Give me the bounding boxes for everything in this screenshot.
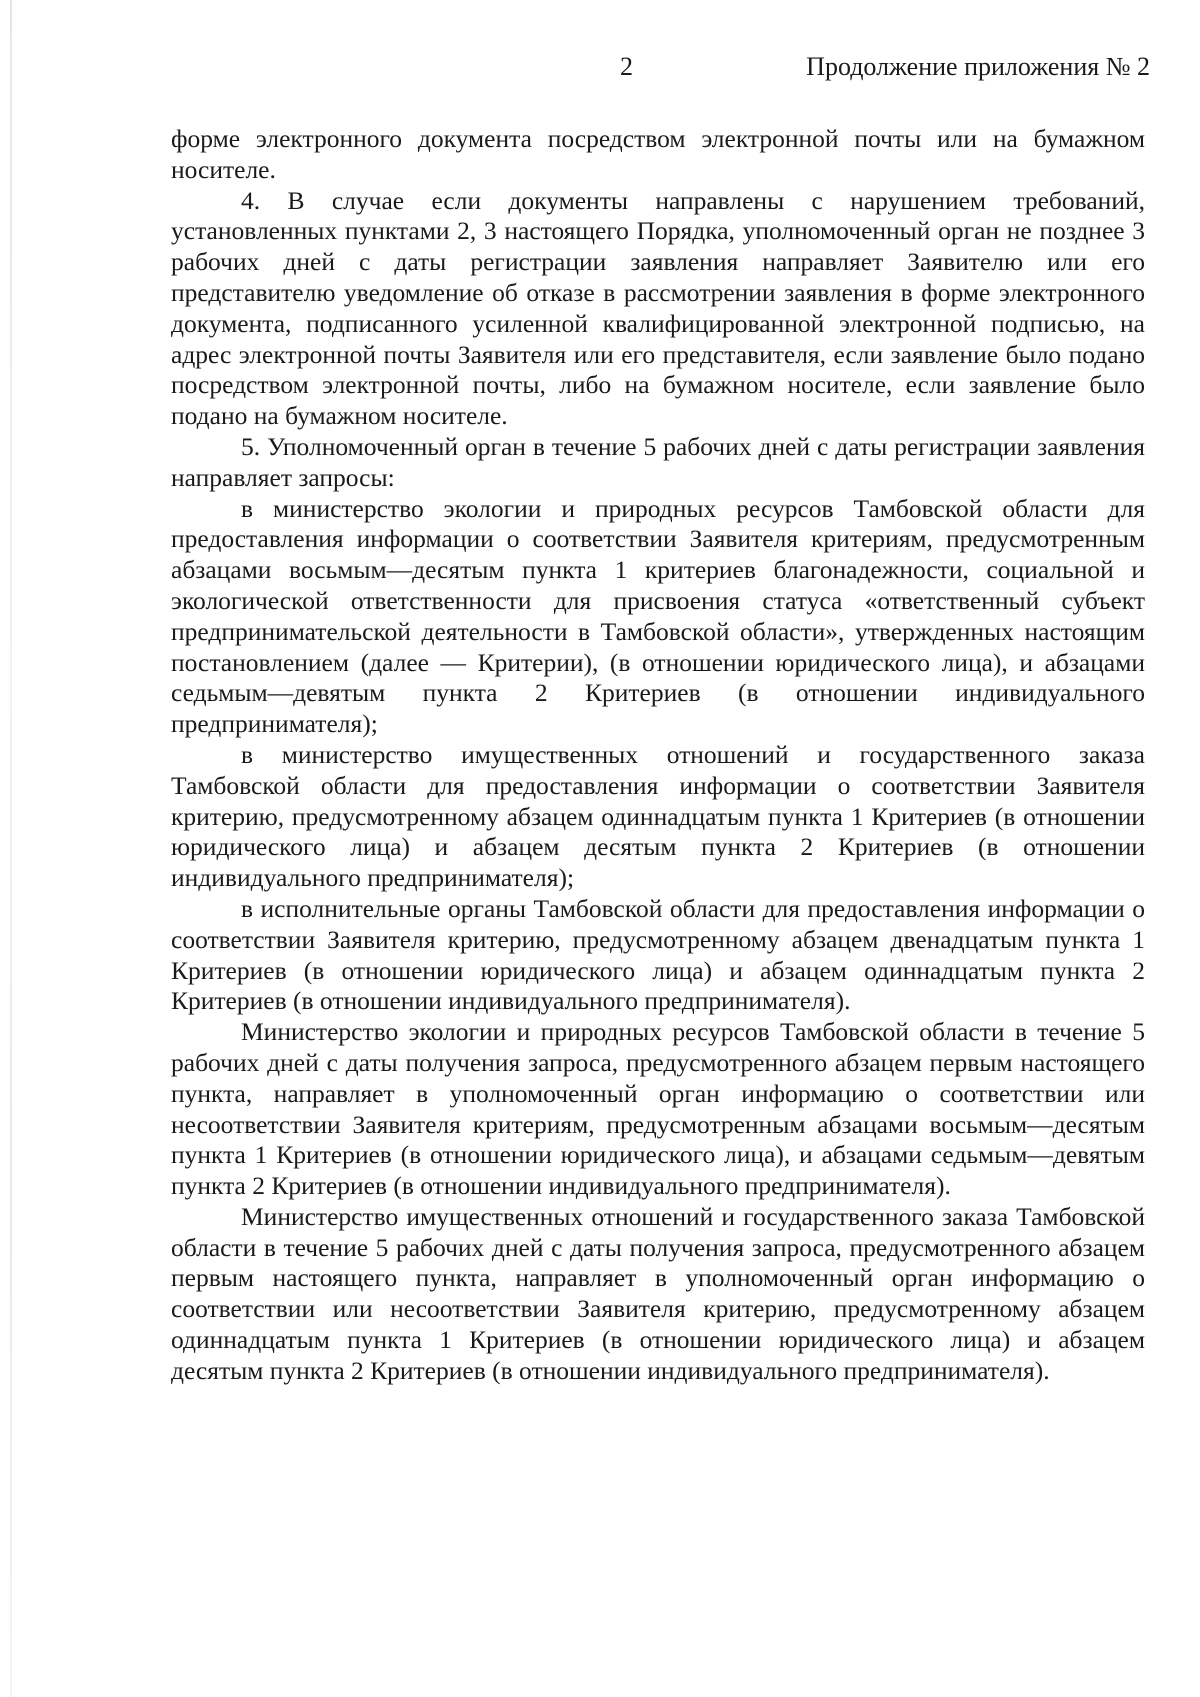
paragraph-item-5: 5. Уполномоченный орган в течение 5 рабочих дней с даты регистрации заявления направляет запросы: [171,431,1145,492]
page-header [0,52,1200,92]
appendix-continuation-label: Продолжение приложения № 2 [806,52,1150,81]
page-number: 2 [620,52,633,81]
paragraph-property-response: Министерство имущественных отношений и государственного заказа Тамбовской области в течение 5 рабочих дней с даты получения запроса, предусмотренного абзацем первым настоящего пункта, направляет в уполномоченный орган информацию о соответствии или несоответствии Заявителя критерию, предусмотренному абзацем одиннадцатым пункта 1 Критериев (в отношении юридического лица) и абзацем десятым пункта 2 Критериев (в отношении индивидуального предпринимателя). [171,1201,1145,1385]
paragraph-ecology-response: Министерство экологии и природных ресурсов Тамбовской области в течение 5 рабочих дней с даты получения запроса, предусмотренного абзацем первым настоящего пункта, направляет в уполномоченный орган информацию о соответствии или несоответствии Заявителя критериям, предусмотренным абзацами восьмым—десятым пункта 1 Критериев (в отношении юридического лица), и абзацами седьмым—девятым пункта 2 Критериев (в отношении индивидуального предпринимателя). [171,1017,1145,1201]
paragraph-request-property: в министерство имущественных отношений и государственного заказа Тамбовской области для предоставления информации о соответствии Заявителя критерию, предусмотренному абзацем одиннадцатым пункта 1 Критериев (в отношении юридического лица) и абзацем десятым пункта 2 Критериев (в отношении индивидуального предпринимателя); [171,739,1145,893]
paragraph-request-executive: в исполнительные органы Тамбовской области для предоставления информации о соответствии Заявителя критерию, предусмотренному абзацем двенадцатым пункта 1 Критериев (в отношении юридического лица) и абзацем одиннадцатым пункта 2 Критериев (в отношении индивидуального предпринимателя). [171,893,1145,1016]
scan-edge-shadow [10,0,12,1697]
paragraph-item-4: 4. В случае если документы направлены с нарушением требований, установленных пунктами 2, 3 настоящего Порядка, уполномоченный орган не позднее 3 рабочих дней с даты регистрации заявления направляет Заявителю или его представителю уведомление об отказе в рассмотрении заявления в форме электронного документа, подписанного усиленной квалифицированной электронной подписью, на адрес электронной почты Заявителя или его представителя, если заявление было подано посредством электронной почты, либо на бумажном носителе, если заявление было подано на бумажном носителе. [171,185,1145,431]
document-body [171,124,1145,1387]
paragraph-request-ecology: в министерство экологии и природных ресурсов Тамбовской области для предоставления информации о соответствии Заявителя критериям, предусмотренным абзацами восьмым—десятым пункта 1 критериев благонадежности, социальной и экологической ответственности для присвоения статуса «ответственный субъект предпринимательской деятельности в Тамбовской области», утвержденных настоящим постановлением (далее — Критерии), (в отношении юридического лица), и абзацами седьмым—девятым пункта 2 Критериев (в отношении индивидуального предпринимателя); [171,493,1145,739]
paragraph-continuation: форме электронного документа посредством электронной почты или на бумажном носителе. [171,124,1145,184]
